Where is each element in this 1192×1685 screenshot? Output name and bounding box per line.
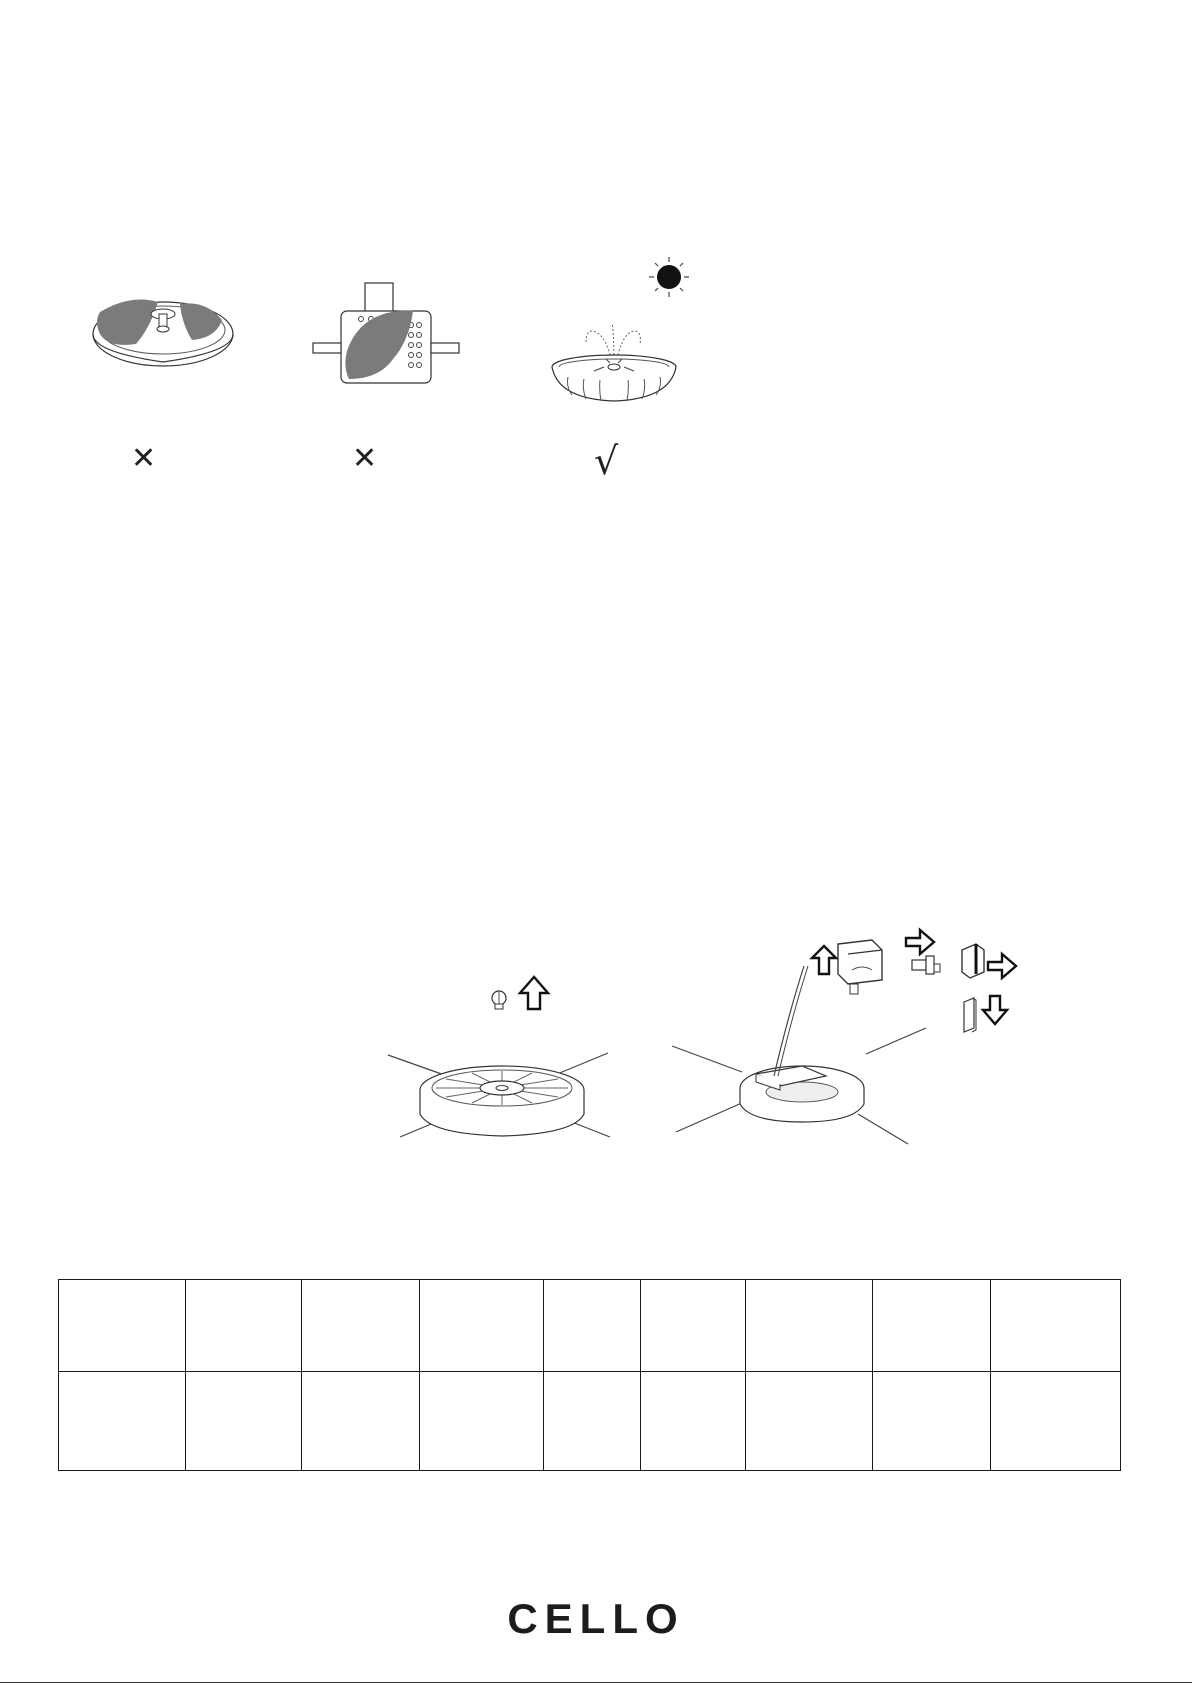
table-cell: [991, 1372, 1121, 1471]
bird-bath-with-leaves-illustration: [88, 292, 238, 376]
table-cell: [301, 1372, 419, 1471]
table-cell: [641, 1280, 746, 1372]
arrow-right-icon: [988, 954, 1016, 978]
arrow-right-icon: [906, 930, 934, 954]
nozzle-remove-illustration: [388, 975, 618, 1151]
table-cell: [543, 1280, 641, 1372]
pump-icon: [838, 940, 882, 994]
connector-icon: [912, 956, 940, 974]
fountain-in-sun-illustration: [548, 255, 698, 405]
arrow-down-icon: [983, 996, 1007, 1024]
table-cell: [873, 1280, 991, 1372]
table-cell: [59, 1372, 186, 1471]
brand-logo: CELLO: [507, 1595, 685, 1642]
table-row: [59, 1280, 1121, 1372]
table-cell: [641, 1372, 746, 1471]
table-cell: [746, 1280, 873, 1372]
check-icon: √: [594, 439, 619, 483]
filter-icon: [962, 944, 984, 978]
arrow-up-icon: [520, 977, 548, 1009]
table-cell: [419, 1372, 543, 1471]
table-cell: [185, 1372, 301, 1471]
filter-sponge-icon: [964, 998, 976, 1032]
table-cell: [746, 1372, 873, 1471]
table-cell: [185, 1280, 301, 1372]
pump-with-leaf-illustration: [311, 281, 461, 385]
cross-icon: ✕: [352, 441, 378, 476]
table-cell: [301, 1280, 419, 1372]
page-bottom-rule: [0, 1682, 1192, 1683]
table-cell: [873, 1372, 991, 1471]
pump-filter-remove-illustration: [672, 918, 1032, 1150]
cross-icon: ✕: [131, 441, 157, 476]
sun-icon: [649, 257, 689, 297]
spec-table: [58, 1279, 1121, 1471]
arrow-up-icon: [812, 946, 836, 974]
table-cell: [543, 1372, 641, 1471]
table-cell: [991, 1280, 1121, 1372]
table-cell: [419, 1280, 543, 1372]
table-cell: [59, 1280, 186, 1372]
table-row: [59, 1372, 1121, 1471]
nozzle-icon: [492, 991, 506, 1009]
